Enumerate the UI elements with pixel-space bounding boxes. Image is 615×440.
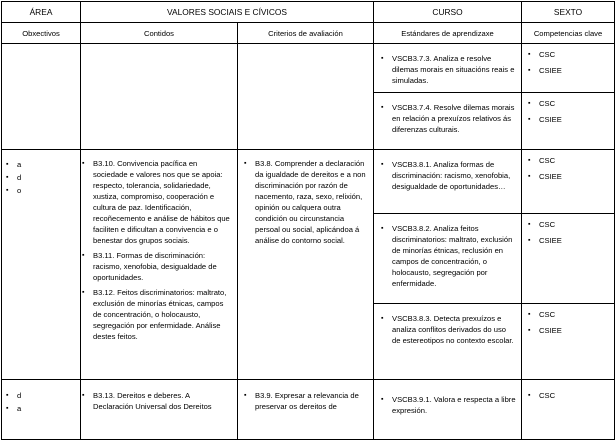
- standard-cell: [374, 304, 522, 380]
- competency-item: ▪ CSC: [539, 219, 610, 230]
- content-item: ▪ B3.10. Convivencia pacífica en sociedade e valores nos que se apoia: respecto, tolerancia, solidariedade, xustiza, compromiso, cooperación e cultura de paz. Identificación, recoñecemento e análise de hábitos que faciliten e dificultan a convivencia e o benestar dos grupos sociais.: [93, 158, 231, 246]
- table-row: [2, 44, 615, 93]
- competencies-cell: [522, 44, 615, 93]
- competency-item: ▪ CSC: [539, 155, 610, 166]
- criteria-cell: [238, 150, 374, 380]
- criteria-cell: [238, 380, 374, 440]
- competency-item: ▪ CSIEE: [539, 114, 610, 125]
- competencies-cell: [522, 380, 615, 440]
- competency-item: ▪ CSC: [539, 390, 610, 401]
- table-row: [2, 380, 615, 440]
- header-row: [2, 2, 615, 23]
- content-item: ▪ B3.11. Formas de discriminación: racismo, xenofobia, desigualdade de oportunidades.: [93, 250, 231, 283]
- competencies-header: Competencias clave: [522, 23, 615, 44]
- subheader-row: [2, 23, 615, 44]
- objective-item: ▪ a: [17, 403, 80, 414]
- criterion-item: ▪ B3.8. Comprender a declaración da igualdade de dereitos e a non discriminación por razón de nacemento, raza, sexo, relixión, opinión ou calquera outra condición ou circunstancia persoal ou social, aplicándoa á análise do contorno social.: [255, 158, 367, 246]
- contents-cell: [81, 150, 238, 380]
- objective-item: ▪ o: [17, 185, 80, 196]
- content-item: ▪ B3.12. Feitos discriminatorios: maltrato, exclusión de minorías étnicas, campos de concentración, o holocausto, segregación por enfermidade. Análise destes feitos.: [93, 287, 231, 342]
- standard-cell: [374, 380, 522, 440]
- competency-item: ▪ CSC: [539, 309, 610, 320]
- contents-cell: [81, 44, 238, 150]
- competency-item: ▪ CSC: [539, 98, 610, 109]
- objective-item: ▪ d: [17, 172, 80, 183]
- standard-cell: [374, 44, 522, 93]
- competency-item: ▪ CSIEE: [539, 325, 610, 336]
- criteria-cell: [238, 44, 374, 150]
- area-header: ÁREA: [2, 2, 81, 23]
- objectives-cell: [2, 150, 81, 380]
- curriculum-table: [1, 1, 615, 440]
- standards-header: Estándares de aprendizaxe: [374, 23, 522, 44]
- standard-item: ▪ VSCB3.8.2. Analiza feitos discriminatorios: maltrato, exclusión de minorías étnicas, reclusión en campos de concentración, o holocausto, segregación por enfermidade.: [392, 223, 516, 289]
- objective-item: ▪ d: [17, 390, 80, 401]
- standard-cell: [374, 93, 522, 150]
- grade-header: SEXTO: [522, 2, 615, 23]
- standard-cell: [374, 214, 522, 304]
- criterion-item: ▪ B3.9. Expresar a relevancia de preservar os dereitos de: [255, 390, 367, 412]
- table-row: [2, 150, 615, 214]
- objectives-cell: [2, 380, 81, 440]
- content-item: ▪ B3.13. Dereitos e deberes. A Declaración Universal dos Dereitos: [93, 390, 231, 412]
- standard-item: ▪ VSCB3.8.3. Detecta prexuízos e analiza conflitos derivados do uso de estereotipos no contexto escolar.: [392, 313, 516, 346]
- standard-item: ▪ VSCB3.9.1. Valora e respecta a libre expresión.: [392, 394, 516, 416]
- competencies-cell: [522, 304, 615, 380]
- criteria-header: Criterios de avaliación: [238, 23, 374, 44]
- objectives-cell: [2, 44, 81, 150]
- standard-item: ▪ VSCB3.8.1. Analiza formas de discriminación: racismo, xenofobia, desigualdade de oportunidades…: [392, 159, 516, 192]
- competencies-cell: [522, 214, 615, 304]
- standard-item: ▪ VSCB3.7.3. Analiza e resolve dilemas morais en situacións reais e simuladas.: [392, 53, 516, 86]
- competencies-cell: [522, 150, 615, 214]
- competency-item: ▪ CSC: [539, 49, 610, 60]
- values-header: VALORES SOCIAIS E CÍVICOS: [81, 2, 374, 23]
- course-header: CURSO: [374, 2, 522, 23]
- standard-cell: [374, 150, 522, 214]
- competency-item: ▪ CSIEE: [539, 65, 610, 76]
- competency-item: ▪ CSIEE: [539, 171, 610, 182]
- standard-item: ▪ VSCB3.7.4. Resolve dilemas morais en relación a prexuízos relativos ás diferenzas culturais.: [392, 102, 516, 135]
- contents-header: Contidos: [81, 23, 238, 44]
- competency-item: ▪ CSIEE: [539, 235, 610, 246]
- objective-item: ▪ a: [17, 159, 80, 170]
- competencies-cell: [522, 93, 615, 150]
- objectives-header: Obxectivos: [2, 23, 81, 44]
- contents-cell: [81, 380, 238, 440]
